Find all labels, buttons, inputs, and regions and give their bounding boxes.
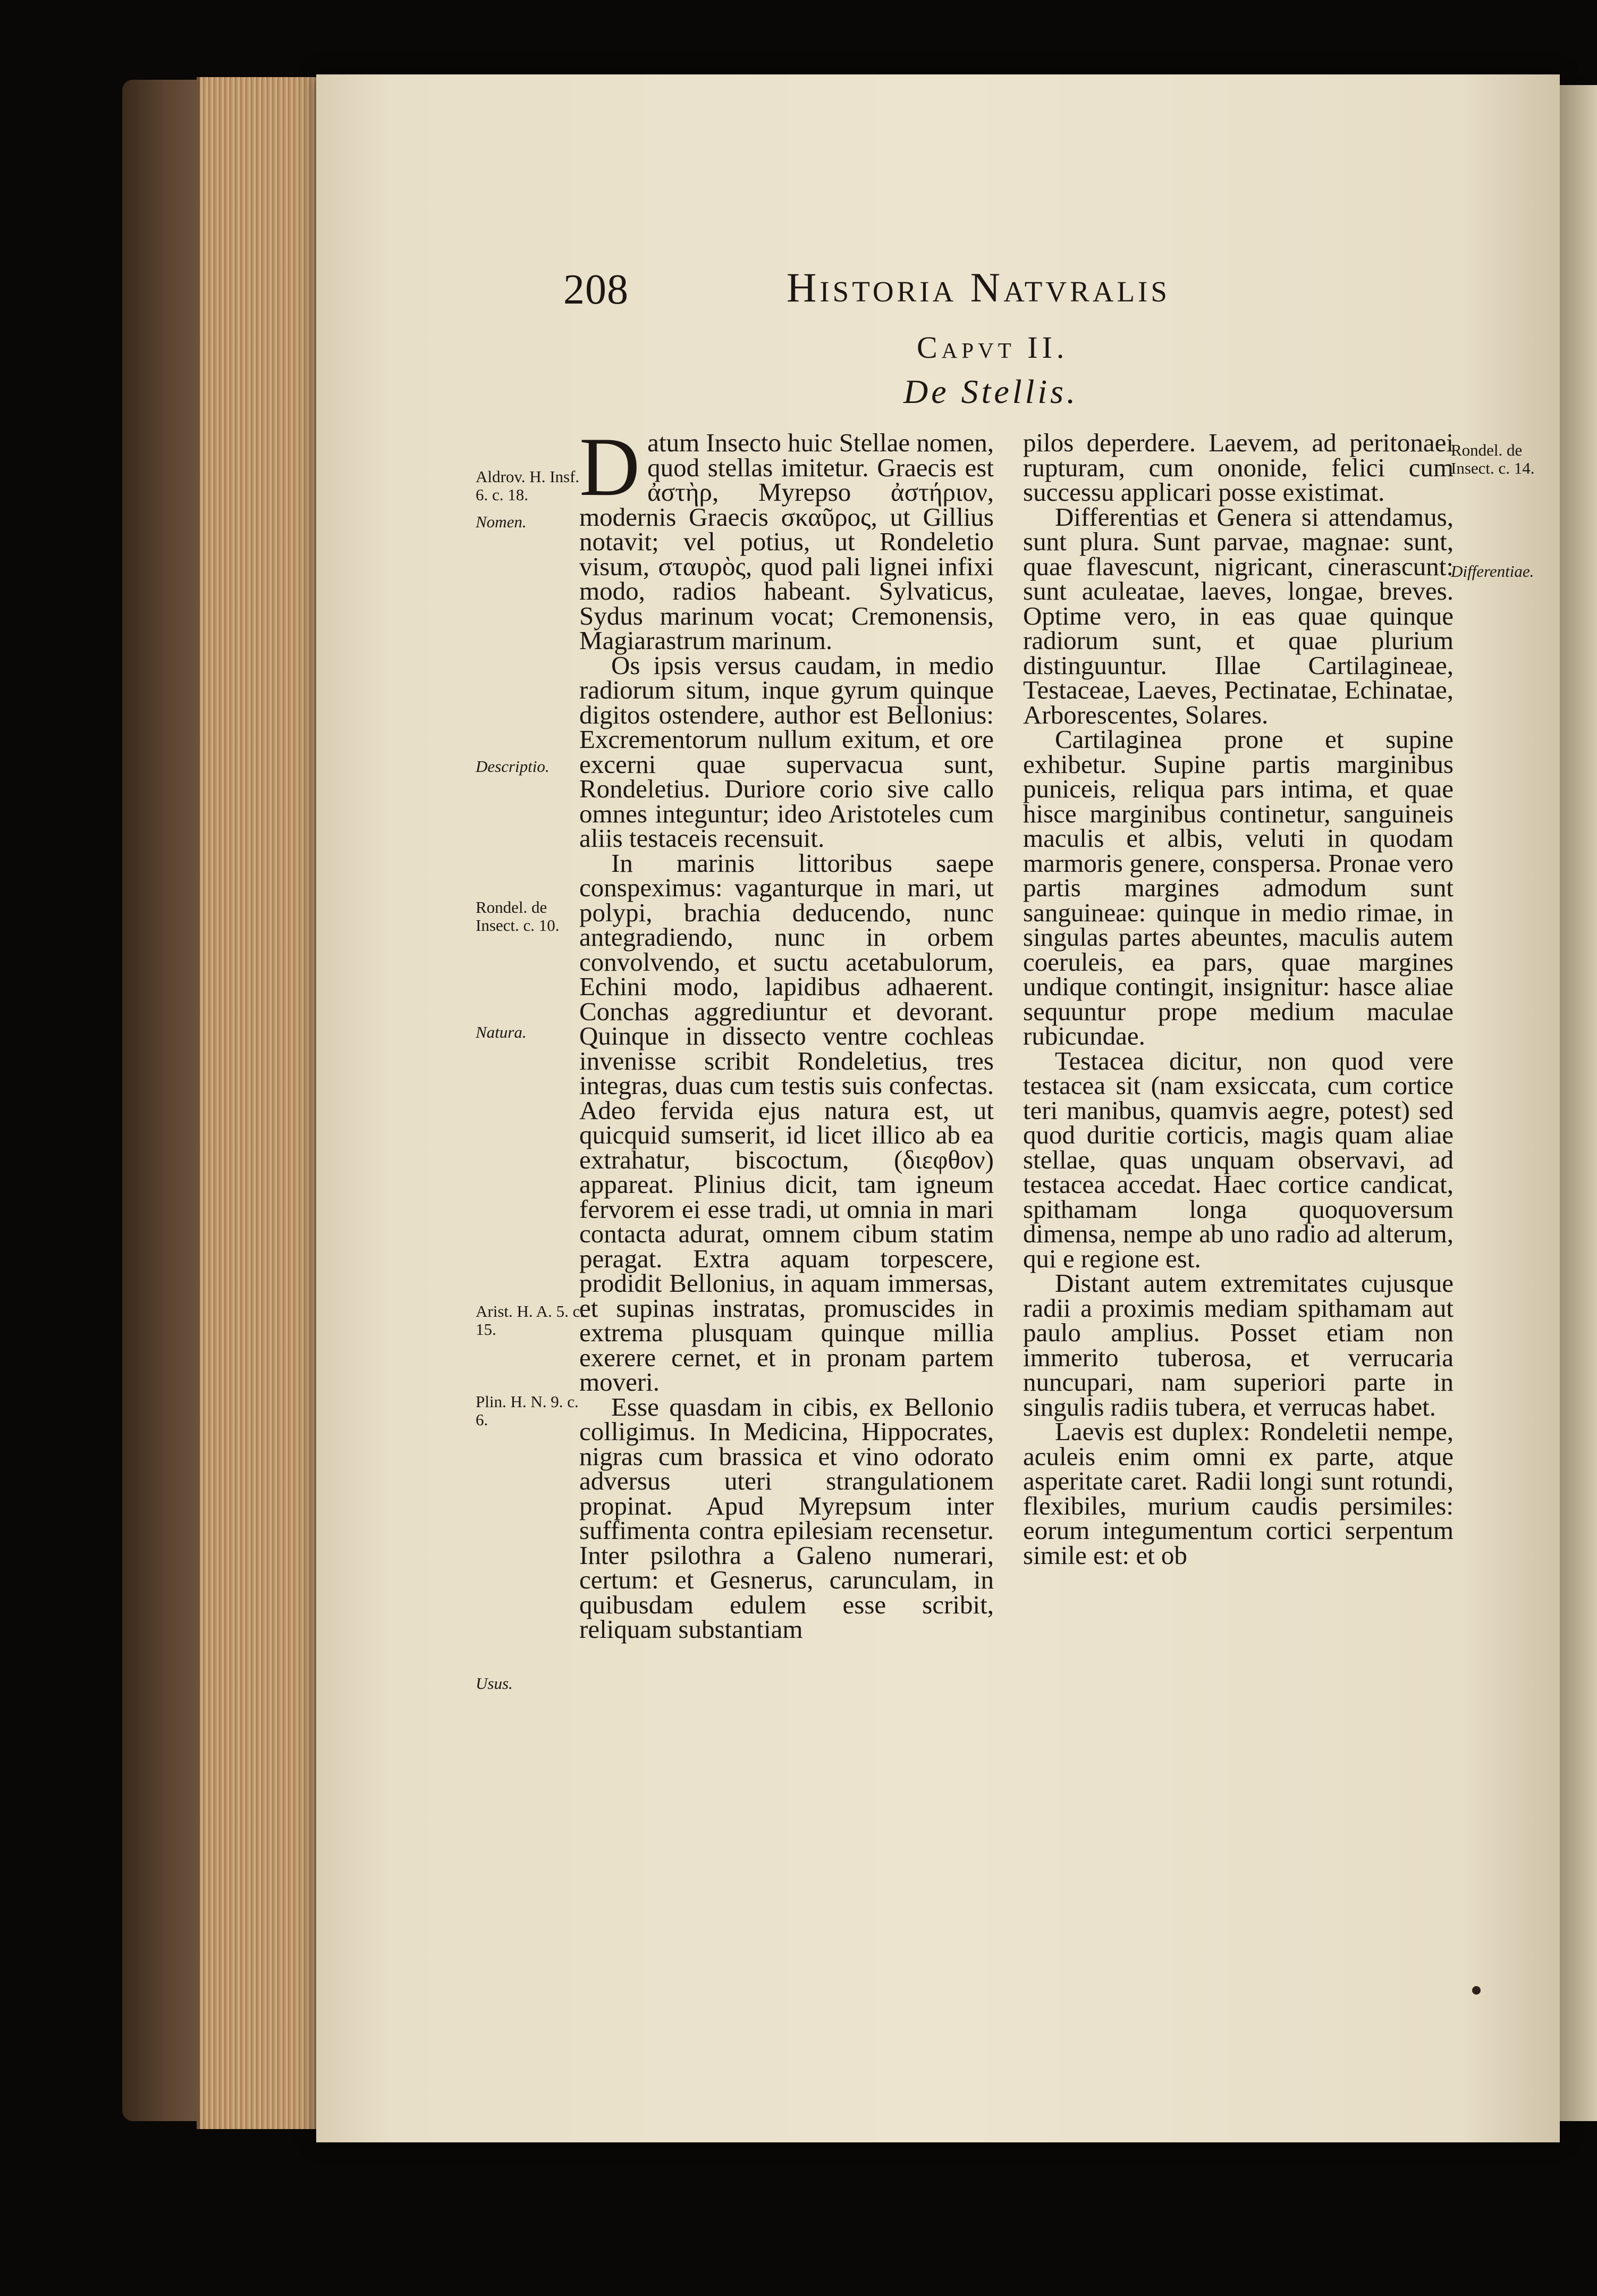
margin-note: Rondel. de Insect. c. 14. [1451, 441, 1535, 477]
margin-note: Rondel. de Insect. c. 10. [476, 898, 560, 935]
paragraph: Cartilaginea prone et supine exhibetur. Supine partis marginibus puniceis, reliqua pars intima, et quae hisce marginibus continetur, sanguineis maculis et albis, veluti in quodam marmoris genere, conspersa. Pronae vero partis margines admodum sunt sanguineae: quinque in medio rimae, in singulas partes abeuntes, maculis autem coeruleis, ea pars, quae margines undique contingit, insignitur: hasce aliae sequuntur prope medium maculae rubicundae. [1023, 725, 1454, 1050]
ink-dot [1472, 1986, 1481, 1995]
paragraph: In marinis littoribus saepe conspeximus: vaganturque in mari, ut polypi, brachia deducendo, nunc antegradiendo, nunc in orbem convolvendo, et suctu acetabulorum, Echini modo, lapidibus adhaerent. Conchas aggrediuntur et devorant. Quinque in dissecto ventre cochleas invenisse scribit Rondeletius, tres integras, duas cum testis suis confectas. Adeo fervida ejus natura est, ut quicquid sumserit, id licet illico ab ea extrahatur, biscoctum, (διεφθον) appareat. Plinius dicit, tam igneum fervorem ei esse tradi, ut omnia in mari contacta adurat, omnem cibum statim peragat. Extra aquam torpescere, prodidit Bellonius, in aquam immersas, et supinas instratas, promuscides in extrema plusquam quinque millia exerere cernet, et in pronam partem moveri. [579, 848, 994, 1397]
facing-page-edge [1560, 85, 1597, 2121]
page-number: 208 [563, 266, 629, 313]
left-text-column [579, 420, 994, 1644]
paragraph: Laevis est duplex: Rondeletii nempe, aculeis enim omni ex parte, atque asperitate caret. Radii longi sunt rotundi, flexibiles, murium caudis persimiles: eorum integumentum cortici serpentum simile est: et ob [1023, 1417, 1454, 1570]
margin-note: Usus. [476, 1674, 513, 1693]
right-text-column [1023, 428, 1454, 1570]
chapter-heading: Capvt II. [917, 330, 1069, 365]
margin-note: Natura. [476, 1023, 527, 1041]
chapter-subtitle: De Stellis. [903, 373, 1079, 410]
paragraph: Os ipsis versus caudam, in medio radiorum situm, inque gyrum quinque digitos ostendere, author est Bellonius: Excrementorum nullum exitum, et ore excerni quae supervacua sunt, Rondeletius. Duriore corio sive callo omnes integuntur; ideo Aristoteles cum aliis testaceis recensuit. [579, 650, 994, 853]
page-block-edges [197, 77, 319, 2129]
margin-note: Descriptio. [476, 757, 550, 776]
paragraph: Distant autem extremitates cujusque radii a proximis mediam spithamam aut paulo amplius. Posset etiam non immerito tuberosa, et verrucaria nuncupari, nam superiori parte in singulis radiis tubera, et verrucas habet. [1023, 1268, 1454, 1422]
paragraph: Datum Insecto huic Stellae nomen, quod stellas imitetur. Graecis est ἀστὴρ, Myrepso ἀστήριον, modernis Graecis σκαῦρος, ut Gillius notavit; vel potius, ut Rondeletio visum, σταυρὸς, quod pali lignei infixi modo, radios habeant. Sylvaticus, Sydus marinum vocat; Cremonensis, Magiarastrum marinum. [579, 420, 994, 655]
margin-note: Plin. H. N. 9. c. 6. [476, 1392, 579, 1429]
paragraph: pilos deperdere. Laevem, ad peritonaei rupturam, cum ononide, felici cum successu applicari posse existimat. [1023, 428, 1454, 507]
margin-note: Differentiae. [1451, 562, 1534, 581]
margin-note: Arist. H. A. 5. c. 15. [476, 1302, 585, 1339]
paragraph: Testacea dicitur, non quod vere testacea sit (nam exsiccata, cum cortice teri manibus, quamvis aegre, potest) sed quod duritie corticis, magis quam aliae stellae, quas unquam observavi, ad testacea accedat. Haec cortice candicat, spithamam longa quoquoversum dimensa, nempe ab uno radio ad alterum, qui e regione est. [1023, 1046, 1454, 1273]
running-head: Historia Natvralis [787, 264, 1170, 310]
drop-cap: D [579, 420, 640, 514]
margin-note: Aldrov. H. Insf. 6. c. 18. [476, 467, 580, 504]
paragraph: Differentias et Genera si attendamus, sunt plura. Sunt parvae, magnae: sunt, quae flavescunt, nigricant, cinerascunt: sunt aculeatae, laeves, longae, breves. Optime vero, in eas quae quinque radiorum sunt, et quae plurium distinguuntur. Illae Cartilagineae, Testaceae, Laeves, Pectinatae, Echinatae, Arborescentes, Solares. [1023, 502, 1454, 729]
paragraph: Esse quasdam in cibis, ex Bellonio colligimus. In Medicina, Hippocrates, nigras cum brassica et vino odorato adversus uteri strangulationem propinat. Apud Myrepsum inter suffimenta contra epilesiam recensetur. Inter psilothra a Galeno numerari, certum: et Gesnerus, carunculam, in quibusdam edulem esse scribit, reliquam substantiam [579, 1392, 994, 1644]
margin-note: Nomen. [476, 512, 527, 531]
